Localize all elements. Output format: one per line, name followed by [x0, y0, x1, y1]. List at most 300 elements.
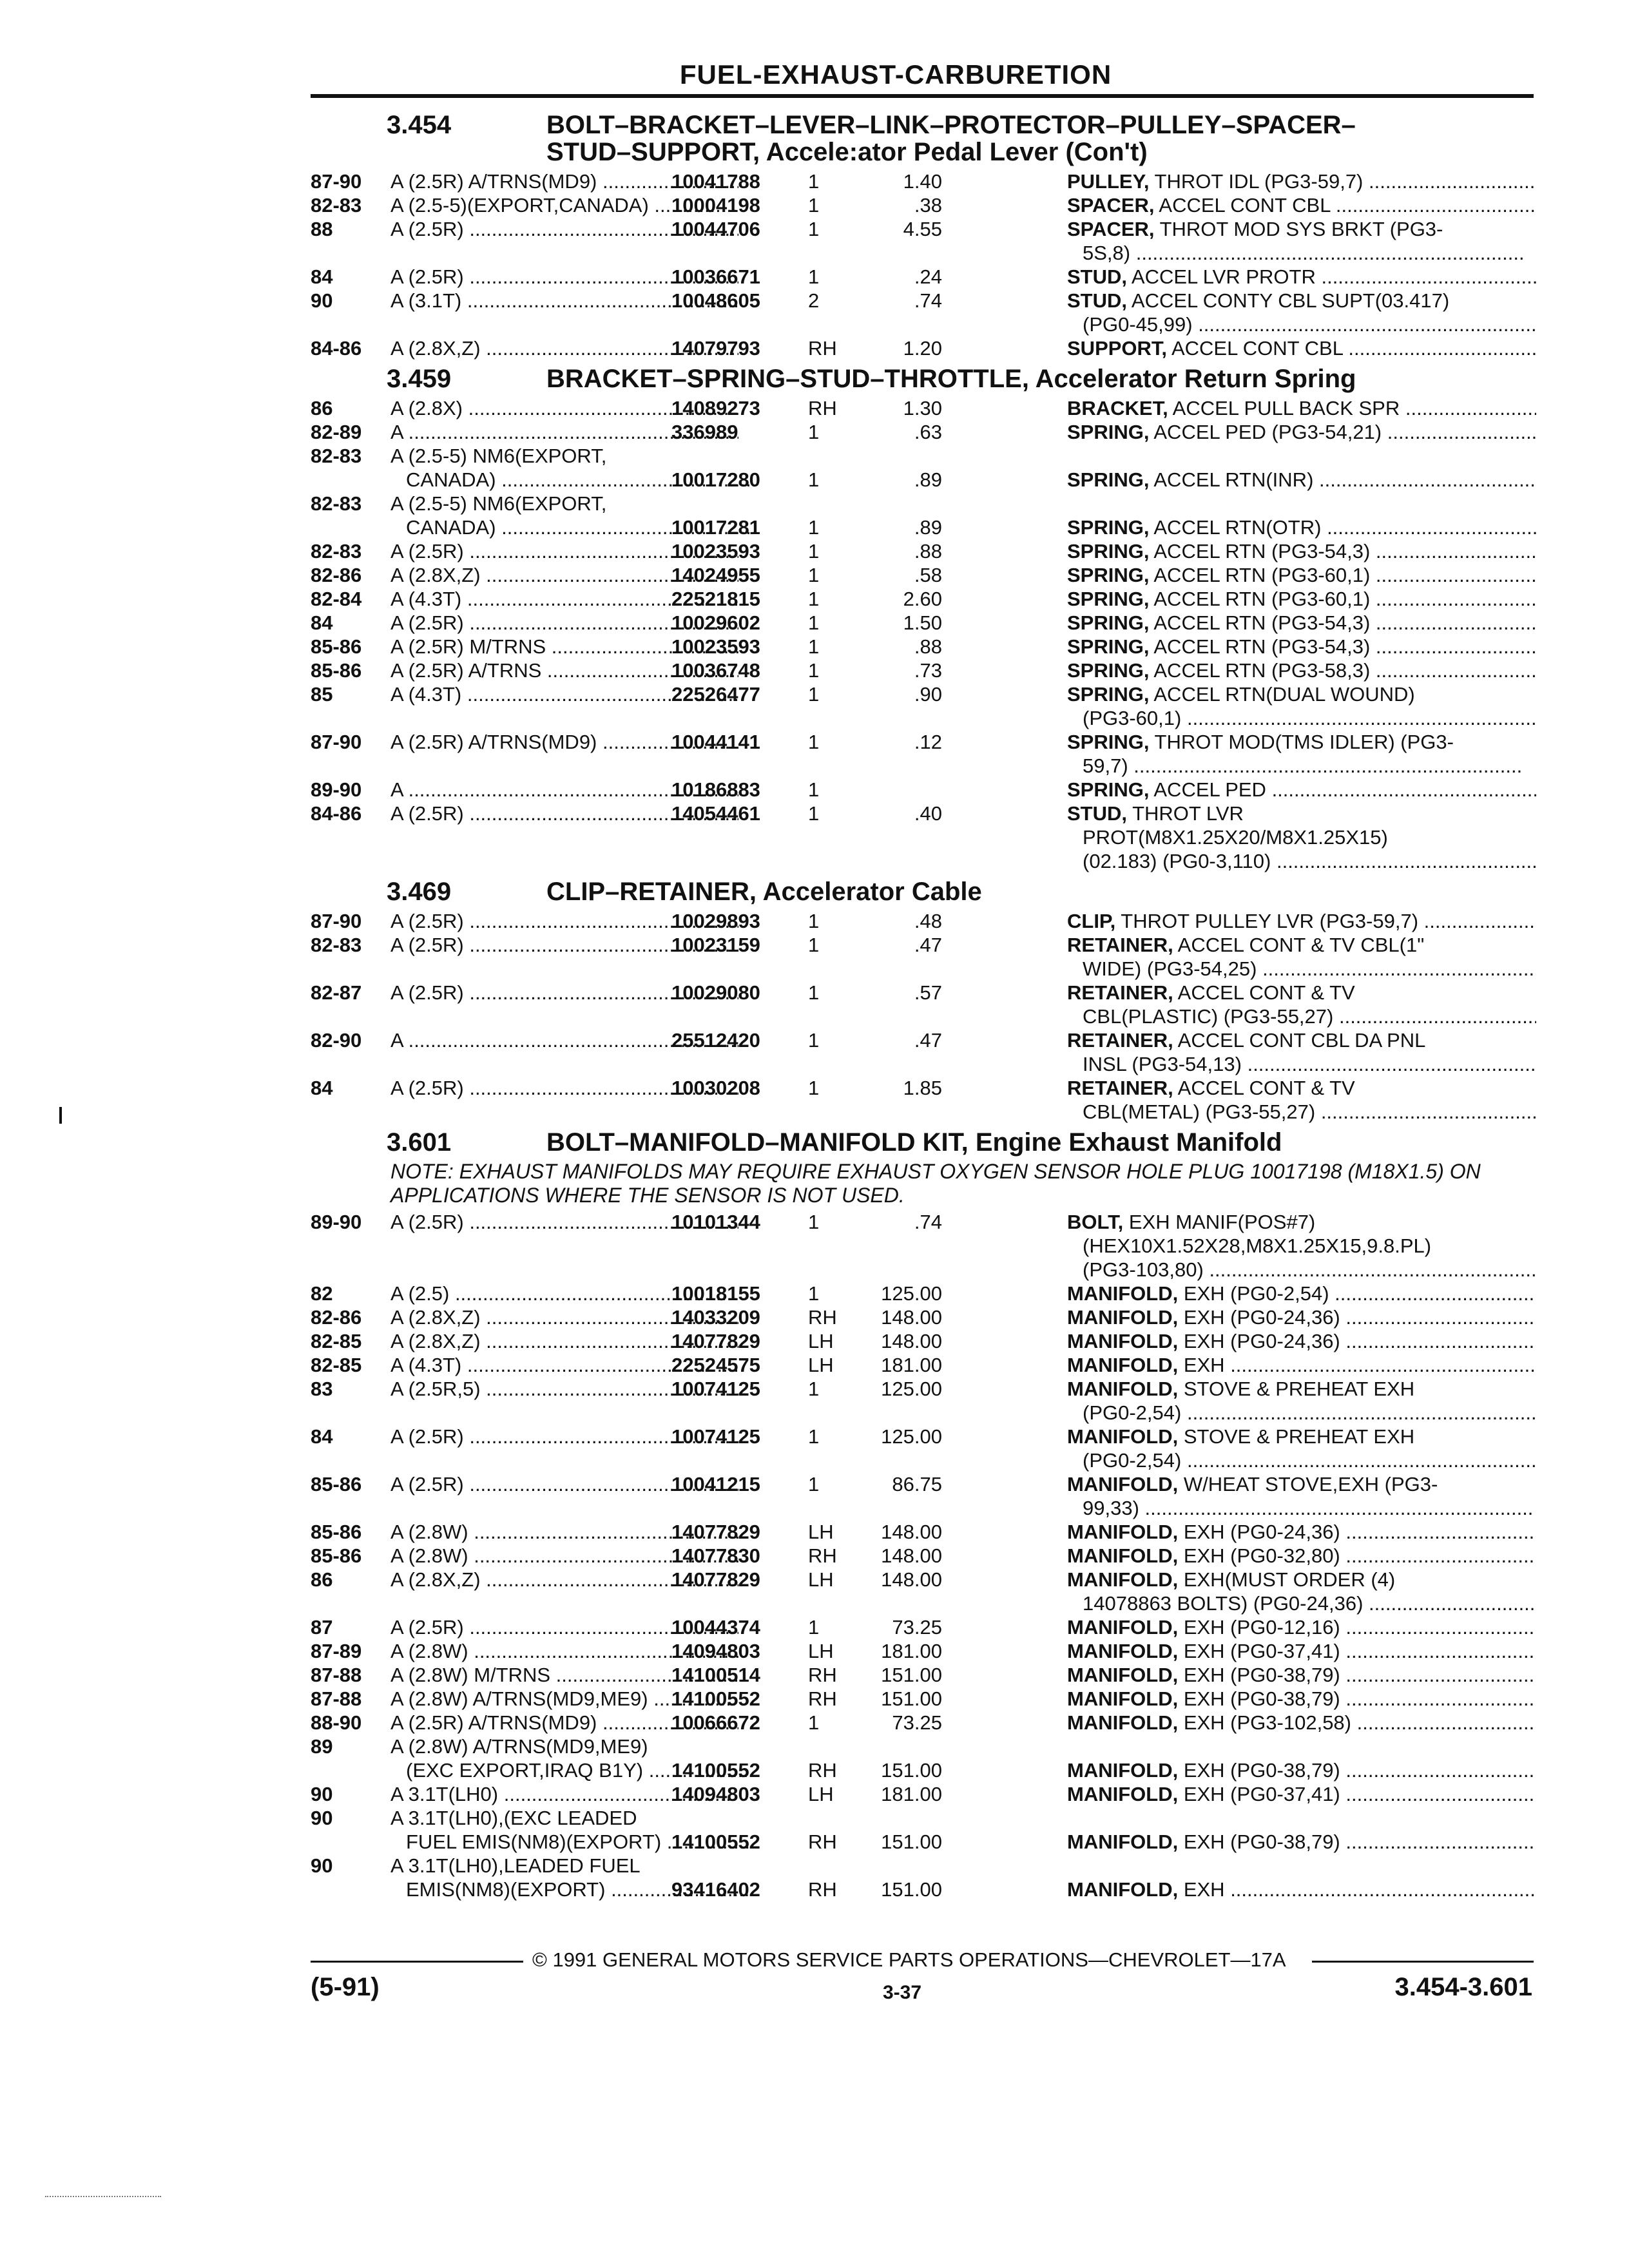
description-text: EXH (PG0-12,16)	[1183, 1616, 1340, 1639]
catalog-sections	[311, 106, 1534, 1905]
quantity: 1	[808, 1616, 820, 1639]
description	[1067, 1377, 1536, 1425]
margin-mark	[59, 1107, 62, 1124]
part-number: 10044141	[671, 731, 760, 753]
description	[1067, 515, 1536, 539]
description-noun: BRACKET,	[1067, 397, 1168, 419]
description-noun: MANIFOLD,	[1067, 1759, 1179, 1782]
price: .63	[914, 421, 942, 443]
parts-row	[311, 587, 1534, 611]
model-years: 90	[311, 1854, 333, 1877]
description	[1067, 1639, 1536, 1663]
price: 1.40	[903, 170, 942, 193]
description-noun: MANIFOLD,	[1067, 1521, 1179, 1543]
section-title-line: CLIP–RETAINER, Accelerator Cable	[546, 878, 982, 906]
description-text: STOVE & PREHEAT EXH	[1183, 1425, 1415, 1448]
description-noun: MANIFOLD,	[1067, 1831, 1179, 1853]
description-noun: MANIFOLD,	[1067, 1687, 1179, 1710]
description-line	[1067, 336, 1536, 360]
part-number: 10029893	[671, 910, 760, 932]
description	[1067, 635, 1536, 658]
quantity: 1	[808, 421, 820, 443]
quantity: LH	[808, 1521, 834, 1543]
application-line: A 3.1T(LH0),LEADED FUEL	[390, 1854, 641, 1877]
application-line: A (4.3T) .....	[390, 587, 738, 611]
part-number: 10074125	[671, 1378, 760, 1400]
parts-row	[311, 909, 1534, 933]
part-number: 10004198	[671, 194, 760, 216]
description-line	[1067, 1711, 1536, 1735]
part-number: 14077829	[671, 1568, 760, 1591]
description-line	[1067, 1782, 1536, 1806]
section-title	[546, 365, 1534, 392]
description	[1067, 193, 1536, 217]
description-noun: RETAINER,	[1067, 1029, 1173, 1052]
description-text: ACCEL CONT & TV	[1177, 1077, 1355, 1099]
section-title	[546, 111, 1534, 166]
quantity: LH	[808, 1330, 834, 1352]
price: 148.00	[881, 1568, 942, 1591]
description	[1067, 1878, 1536, 1901]
parts-row	[311, 1210, 1534, 1282]
description-text: EXH (PG0-24,36)	[1183, 1306, 1340, 1329]
description-line	[1067, 1028, 1536, 1052]
price: .47	[914, 1029, 942, 1052]
description	[1067, 1282, 1536, 1305]
parts-row	[311, 444, 1534, 492]
quantity: 1	[808, 588, 820, 610]
application-line: A (2.8X) .....	[390, 396, 738, 420]
application-line: A (2.5R) .....	[390, 539, 738, 563]
part-number: 14094803	[671, 1783, 760, 1805]
part-number: 10041788	[671, 170, 760, 193]
description-text: (PG3-103,80)	[1083, 1258, 1204, 1281]
description-text: ACCEL RTN (PG3-60,1)	[1153, 588, 1371, 610]
description-line	[1067, 312, 1536, 336]
price: 86.75	[892, 1473, 942, 1495]
description	[1067, 682, 1536, 730]
price: 1.30	[903, 397, 942, 419]
parts-row	[311, 420, 1534, 444]
model-years: 89-90	[311, 1211, 362, 1233]
description-line	[1067, 1758, 1536, 1782]
description-text: ACCEL RTN (PG3-60,1)	[1153, 564, 1371, 586]
parts-row	[311, 492, 1534, 539]
price: 1.20	[903, 337, 942, 360]
price: 148.00	[881, 1330, 942, 1352]
description-noun: MANIFOLD,	[1067, 1306, 1179, 1329]
parts-row	[311, 1568, 1534, 1615]
description-noun: MANIFOLD,	[1067, 1330, 1179, 1352]
quantity: LH	[808, 1568, 834, 1591]
description-line	[1067, 981, 1536, 1004]
description	[1067, 396, 1536, 420]
quantity: LH	[808, 1783, 834, 1805]
description	[1067, 981, 1536, 1028]
quantity: 1	[808, 1211, 820, 1233]
price: 148.00	[881, 1306, 942, 1329]
part-number: 10036748	[671, 659, 760, 682]
price: 151.00	[881, 1664, 942, 1686]
price: 151.00	[881, 1687, 942, 1710]
price: .12	[914, 731, 942, 753]
description-line	[1067, 1496, 1536, 1520]
application-line: A (2.5R) .....	[390, 981, 738, 1004]
description-noun: MANIFOLD,	[1067, 1783, 1179, 1805]
price: 151.00	[881, 1759, 942, 1782]
part-number: 25512420	[671, 1029, 760, 1052]
description-noun: SPRING,	[1067, 635, 1150, 658]
price: 73.25	[892, 1711, 942, 1734]
description-text: ACCEL RTN(OTR)	[1153, 516, 1322, 539]
model-years: 88-90	[311, 1711, 362, 1734]
description-text: EXH (PG0-24,36)	[1183, 1521, 1340, 1543]
application-line: CANADA) .....	[390, 468, 754, 492]
part-number: 14100552	[671, 1687, 760, 1710]
model-years: 84	[311, 611, 333, 634]
part-number: 10029080	[671, 981, 760, 1004]
description	[1067, 730, 1536, 778]
model-years: 85-86	[311, 1521, 362, 1543]
description	[1067, 1663, 1536, 1687]
application-line: A (3.1T) .....	[390, 289, 738, 312]
description-text: THROT PULLEY LVR (PG3-59,7)	[1121, 910, 1419, 932]
price: 181.00	[881, 1783, 942, 1805]
description-noun: STUD,	[1067, 802, 1127, 825]
part-number: 10030208	[671, 1077, 760, 1099]
quantity: 1	[808, 194, 820, 216]
application-line: A (2.8X,Z) .....	[390, 563, 738, 587]
part-number: 10044374	[671, 1616, 760, 1639]
quantity: 1	[808, 611, 820, 634]
part-number: 10017281	[671, 516, 760, 539]
model-years: 85	[311, 683, 333, 706]
model-years: 90	[311, 1783, 333, 1805]
parts-row	[311, 981, 1534, 1028]
description-line	[1067, 515, 1536, 539]
parts-row	[311, 1425, 1534, 1472]
catalog-section	[311, 365, 1534, 873]
quantity: 1	[808, 170, 820, 193]
description	[1067, 468, 1536, 492]
description-noun: SPRING,	[1067, 564, 1150, 586]
model-years: 85-86	[311, 1473, 362, 1495]
part-number: 336989	[671, 421, 738, 443]
footer-page-number: 3-37	[883, 1982, 922, 2003]
description-line	[1067, 909, 1536, 933]
price: .58	[914, 564, 942, 586]
parts-row	[311, 1687, 1534, 1711]
quantity: 2	[808, 289, 820, 312]
description-noun: CLIP,	[1067, 910, 1116, 932]
parts-row	[311, 1639, 1534, 1663]
application-line: A (2.8X,Z) .....	[390, 1305, 738, 1329]
model-years: 83	[311, 1378, 333, 1400]
quantity: 1	[808, 265, 820, 288]
model-years: 82-83	[311, 540, 362, 562]
description	[1067, 217, 1536, 265]
description-noun: MANIFOLD,	[1067, 1425, 1179, 1448]
part-number: 10018155	[671, 1282, 760, 1305]
parts-row	[311, 1282, 1534, 1305]
part-number: 14024955	[671, 564, 760, 586]
description-noun: SPRING,	[1067, 659, 1150, 682]
section-number: 3.601	[387, 1128, 452, 1157]
description-text: 59,7)	[1083, 754, 1128, 777]
description	[1067, 1210, 1536, 1282]
description-noun: MANIFOLD,	[1067, 1568, 1179, 1591]
quantity: 1	[808, 218, 820, 240]
part-number: 10048605	[671, 289, 760, 312]
description-line	[1067, 289, 1536, 312]
section-heading	[311, 111, 1534, 166]
part-number: 10066672	[671, 1711, 760, 1734]
part-number: 10041215	[671, 1473, 760, 1495]
model-years: 84-86	[311, 337, 362, 360]
description-noun: RETAINER,	[1067, 934, 1173, 956]
model-years: 85-86	[311, 1544, 362, 1567]
description-line	[1067, 1425, 1536, 1448]
part-number: 10029602	[671, 611, 760, 634]
description-line	[1067, 468, 1536, 492]
part-number: 22521815	[671, 588, 760, 610]
description-text: (PG0-2,54)	[1083, 1449, 1182, 1472]
description-noun: MANIFOLD,	[1067, 1640, 1179, 1662]
parts-row	[311, 396, 1534, 420]
part-number: 14079793	[671, 337, 760, 360]
application-line: A (2.5R) M/TRNS .....	[390, 635, 738, 658]
quantity: 1	[808, 910, 820, 932]
description-line	[1067, 682, 1536, 706]
section-title-line: BOLT–MANIFOLD–MANIFOLD KIT, Engine Exhaust Manifold	[546, 1128, 1282, 1157]
description	[1067, 539, 1536, 563]
description	[1067, 1615, 1536, 1639]
description-text: ACCEL RTN(INR)	[1153, 468, 1314, 491]
parts-row	[311, 1076, 1534, 1124]
description-line	[1067, 1591, 1536, 1615]
model-years: 82-83	[311, 934, 362, 956]
price: .40	[914, 802, 942, 825]
footer-section-range: 3.454-3.601	[1394, 1973, 1532, 2001]
description-noun: MANIFOLD,	[1067, 1378, 1179, 1400]
description-text: PROT(M8X1.25X20/M8X1.25X15)	[1083, 826, 1388, 849]
description-text: ACCEL RTN (PG3-54,3)	[1153, 540, 1371, 562]
quantity: RH	[808, 1759, 837, 1782]
description-noun: STUD,	[1067, 265, 1127, 288]
model-years: 82-86	[311, 1306, 362, 1329]
description-noun: RETAINER,	[1067, 981, 1173, 1004]
model-years: 85-86	[311, 635, 362, 658]
model-years: 89	[311, 1735, 333, 1758]
part-number: 14100514	[671, 1664, 760, 1686]
description	[1067, 1425, 1536, 1472]
parts-row	[311, 336, 1534, 360]
description-line	[1067, 706, 1536, 730]
model-years: 86	[311, 397, 333, 419]
application-line: A (2.5R) .....	[390, 909, 738, 933]
application-line: A (2.8W) .....	[390, 1520, 738, 1544]
description-text: ACCEL CONT & TV CBL(1"	[1177, 934, 1425, 956]
description-line	[1067, 420, 1536, 444]
parts-row	[311, 539, 1534, 563]
description-noun: MANIFOLD,	[1067, 1878, 1179, 1901]
parts-row	[311, 1615, 1534, 1639]
description	[1067, 933, 1536, 981]
description	[1067, 1711, 1536, 1735]
description-text: WIDE) (PG3-54,25)	[1083, 957, 1257, 980]
quantity: RH	[808, 1664, 837, 1686]
footer-rule-right	[1312, 1961, 1534, 1963]
model-years: 88	[311, 218, 333, 240]
price: .24	[914, 265, 942, 288]
description-text: CBL(METAL) (PG3-55,27)	[1083, 1100, 1316, 1123]
price: 181.00	[881, 1640, 942, 1662]
description-line	[1067, 1076, 1536, 1100]
description-line	[1067, 563, 1536, 587]
description-noun: SPACER,	[1067, 194, 1155, 216]
description	[1067, 611, 1536, 635]
description-text: EXH(MUST ORDER (4)	[1183, 1568, 1396, 1591]
description-line	[1067, 778, 1536, 802]
parts-row	[311, 611, 1534, 635]
section-title	[546, 878, 1534, 905]
quantity: 1	[808, 981, 820, 1004]
description-line	[1067, 1210, 1536, 1234]
description-noun: SPRING,	[1067, 778, 1150, 801]
model-years: 82-83	[311, 492, 362, 515]
price: .57	[914, 981, 942, 1004]
description	[1067, 1028, 1536, 1076]
parts-row	[311, 1377, 1534, 1425]
application-line: A (2.5R) .....	[390, 933, 738, 957]
catalog-section	[311, 878, 1534, 1124]
price: .88	[914, 635, 942, 658]
description-noun: STUD,	[1067, 289, 1127, 312]
description-text: ACCEL LVR PROTR	[1131, 265, 1316, 288]
description-line	[1067, 635, 1536, 658]
part-number: 10017280	[671, 468, 760, 491]
application-line: A (2.5-5) NM6(EXPORT,	[390, 445, 607, 467]
application-line: A (2.8W) M/TRNS .....	[390, 1663, 738, 1687]
description-line	[1067, 1472, 1536, 1496]
price: .88	[914, 540, 942, 562]
model-years: 87-90	[311, 910, 362, 932]
section-title-line: BRACKET–SPRING–STUD–THROTTLE, Accelerator Return Spring	[546, 365, 1356, 393]
application-line: A (2.5R) A/TRNS(MD9) .....	[390, 169, 738, 193]
description-line	[1067, 1878, 1536, 1901]
description	[1067, 1076, 1536, 1124]
quantity: LH	[808, 1354, 834, 1376]
description-noun: SPRING,	[1067, 421, 1150, 443]
part-number: 10023159	[671, 934, 760, 956]
description-text: EXH (PG0-38,79)	[1183, 1831, 1340, 1853]
model-years: 84	[311, 1077, 333, 1099]
description-line	[1067, 1615, 1536, 1639]
description-line	[1067, 1401, 1536, 1425]
description	[1067, 420, 1536, 444]
price: .48	[914, 910, 942, 932]
parts-row	[311, 1735, 1534, 1782]
section-heading	[311, 878, 1534, 905]
application-line: A (2.5R) .....	[390, 1425, 738, 1448]
application-line: A (2.5R) .....	[390, 1210, 738, 1234]
parts-row	[311, 1711, 1534, 1735]
description-text: EXH (PG0-2,54)	[1183, 1282, 1329, 1305]
description-noun: MANIFOLD,	[1067, 1616, 1179, 1639]
description-line	[1067, 193, 1536, 217]
description	[1067, 1329, 1536, 1353]
parts-row	[311, 635, 1534, 658]
description-noun: SPRING,	[1067, 516, 1150, 539]
description-text: EXH (PG0-37,41)	[1183, 1640, 1340, 1662]
application-line: (EXC EXPORT,IRAQ B1Y) .....	[390, 1758, 754, 1782]
parts-row	[311, 169, 1534, 193]
application-line: A (2.5R) .....	[390, 1472, 738, 1496]
quantity: 1	[808, 1473, 820, 1495]
part-number: 14089273	[671, 397, 760, 419]
application-line: A (2.5R) .....	[390, 1076, 738, 1100]
description	[1067, 587, 1536, 611]
parts-row	[311, 1806, 1534, 1854]
part-number: 10186883	[671, 778, 760, 801]
description-line	[1067, 1353, 1536, 1377]
parts-row	[311, 1854, 1534, 1901]
description	[1067, 563, 1536, 587]
part-number: 10101344	[671, 1211, 760, 1233]
description-noun: MANIFOLD,	[1067, 1664, 1179, 1686]
description-line	[1067, 1544, 1536, 1568]
model-years: 84	[311, 1425, 333, 1448]
description-text: CBL(PLASTIC) (PG3-55,27)	[1083, 1005, 1334, 1028]
price: 125.00	[881, 1378, 942, 1400]
description	[1067, 1353, 1536, 1377]
description-noun: SPRING,	[1067, 468, 1150, 491]
description-text: THROT IDL (PG3-59,7)	[1154, 170, 1364, 193]
part-number: 14054461	[671, 802, 760, 825]
application-line: A (2.5R) .....	[390, 802, 738, 825]
parts-row	[311, 1782, 1534, 1806]
quantity: 1	[808, 683, 820, 706]
description-text: STOVE & PREHEAT EXH	[1183, 1378, 1415, 1400]
description-text: EXH	[1183, 1878, 1225, 1901]
description-text: EXH (PG0-24,36)	[1183, 1330, 1340, 1352]
description	[1067, 336, 1536, 360]
quantity: 1	[808, 731, 820, 753]
parts-row	[311, 1353, 1534, 1377]
price: 151.00	[881, 1831, 942, 1853]
description-text: THROT MOD SYS BRKT (PG3-	[1159, 218, 1443, 240]
description-text: EXH (PG0-37,41)	[1183, 1783, 1340, 1805]
part-number: 22524575	[671, 1354, 760, 1376]
price: 1.50	[903, 611, 942, 634]
description-text: EXH (PG0-38,79)	[1183, 1759, 1340, 1782]
description-noun: MANIFOLD,	[1067, 1282, 1179, 1305]
price: 73.25	[892, 1616, 942, 1639]
parts-row	[311, 1305, 1534, 1329]
description-text: ACCEL PED (PG3-54,21)	[1153, 421, 1382, 443]
part-number: 14077829	[671, 1330, 760, 1352]
description-text: ACCEL RTN (PG3-58,3)	[1153, 659, 1371, 682]
part-number: 14100552	[671, 1831, 760, 1853]
price: 125.00	[881, 1282, 942, 1305]
part-number: 14077829	[671, 1521, 760, 1543]
description-text: EXH (PG0-32,80)	[1183, 1544, 1340, 1567]
description-text: (PG0-45,99)	[1083, 313, 1193, 336]
model-years: 86	[311, 1568, 333, 1591]
model-years: 82-84	[311, 588, 362, 610]
price: .89	[914, 516, 942, 539]
model-years: 82-85	[311, 1330, 362, 1352]
